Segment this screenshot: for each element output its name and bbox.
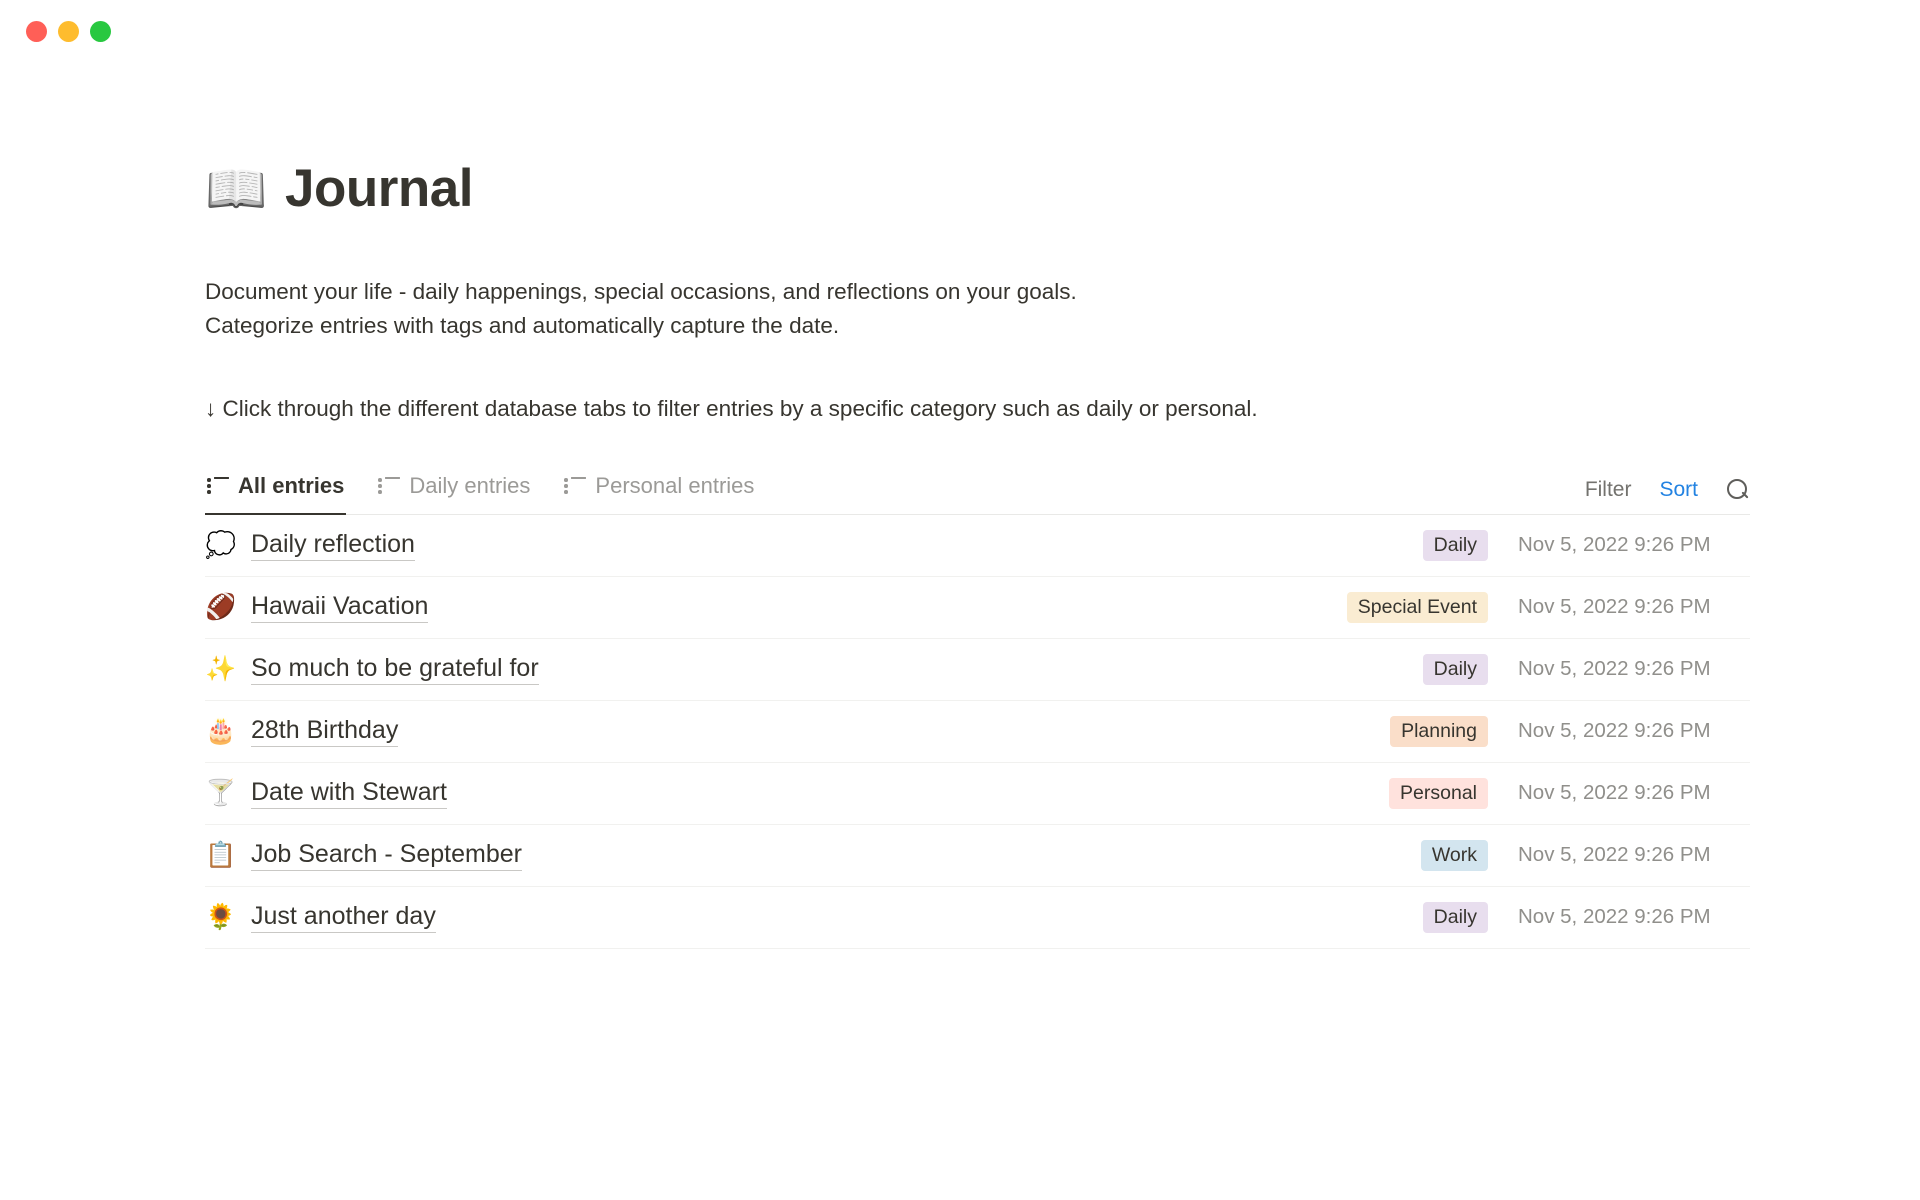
database-toolbar <box>205 467 1750 515</box>
close-window-button[interactable] <box>26 21 47 42</box>
window-titlebar <box>0 0 1920 62</box>
entry-tag[interactable]: Special Event <box>1347 592 1488 623</box>
table-row[interactable] <box>205 639 1750 701</box>
page-description <box>205 275 1455 343</box>
entry-title[interactable]: So much to be grateful for <box>251 654 539 685</box>
entry-icon: 🎂 <box>205 716 237 745</box>
entry-icon: 📋 <box>205 840 237 869</box>
entry-tag[interactable]: Daily <box>1423 902 1488 933</box>
entry-icon: 🍸 <box>205 778 237 807</box>
tab-daily-entries-label: Daily entries <box>409 473 531 499</box>
entries-list <box>205 515 1750 949</box>
page-content <box>0 62 1920 949</box>
entry-title[interactable]: Job Search - September <box>251 840 522 871</box>
entry-tag[interactable]: Planning <box>1390 716 1488 747</box>
entry-date: Nov 5, 2022 9:26 PM <box>1518 843 1711 867</box>
entry-icon: 🏈 <box>205 592 237 621</box>
entry-date: Nov 5, 2022 9:26 PM <box>1518 533 1711 557</box>
minimize-window-button[interactable] <box>58 21 79 42</box>
maximize-window-button[interactable] <box>90 21 111 42</box>
table-row[interactable] <box>205 577 1750 639</box>
table-row[interactable] <box>205 887 1750 949</box>
tab-all-entries-label: All entries <box>238 473 345 499</box>
page-header <box>205 124 1920 253</box>
entry-date: Nov 5, 2022 9:26 PM <box>1518 657 1711 681</box>
entry-date: Nov 5, 2022 9:26 PM <box>1518 905 1711 929</box>
tab-all-entries[interactable] <box>205 467 346 515</box>
table-row[interactable] <box>205 825 1750 887</box>
entry-title[interactable]: Just another day <box>251 902 436 933</box>
entry-tag[interactable]: Daily <box>1423 530 1488 561</box>
entry-icon: 🌻 <box>205 902 237 931</box>
list-view-icon <box>207 477 229 495</box>
entry-date: Nov 5, 2022 9:26 PM <box>1518 719 1711 743</box>
sort-button[interactable]: Sort <box>1659 477 1698 501</box>
table-row[interactable] <box>205 515 1750 577</box>
tab-personal-entries-label: Personal entries <box>595 473 755 499</box>
entry-title[interactable]: 28th Birthday <box>251 716 398 747</box>
entry-tag[interactable]: Personal <box>1389 778 1488 809</box>
tab-personal-entries[interactable] <box>562 467 756 515</box>
page-description-line-1: Document your life - daily happenings, special occasions, and reflections on your goals. <box>205 279 1077 305</box>
entry-title[interactable]: Date with Stewart <box>251 778 447 809</box>
tab-daily-entries[interactable] <box>376 467 532 515</box>
page-icon[interactable]: 📖 <box>205 160 268 217</box>
entry-icon: ✨ <box>205 654 237 683</box>
entry-icon: 💭 <box>205 530 237 559</box>
page-hint: ↓ Click through the different database tabs to filter entries by a specific category such as daily or personal. <box>205 395 1258 421</box>
entry-tag[interactable]: Work <box>1421 840 1488 871</box>
list-view-icon <box>564 477 586 495</box>
database-toolbar-actions <box>1585 478 1750 514</box>
page-title[interactable]: Journal <box>285 158 473 218</box>
page-description-line-2: Categorize entries with tags and automatically capture the date. <box>205 313 840 339</box>
entry-date: Nov 5, 2022 9:26 PM <box>1518 781 1711 805</box>
search-icon[interactable] <box>1726 478 1750 502</box>
table-row[interactable] <box>205 701 1750 763</box>
list-view-icon <box>378 477 400 495</box>
database-tabs <box>205 467 756 514</box>
filter-button[interactable]: Filter <box>1584 477 1632 501</box>
entry-title[interactable]: Hawaii Vacation <box>251 592 428 623</box>
table-row[interactable] <box>205 763 1750 825</box>
entry-title[interactable]: Daily reflection <box>251 530 415 561</box>
entry-tag[interactable]: Daily <box>1423 654 1488 685</box>
entry-date: Nov 5, 2022 9:26 PM <box>1518 595 1711 619</box>
